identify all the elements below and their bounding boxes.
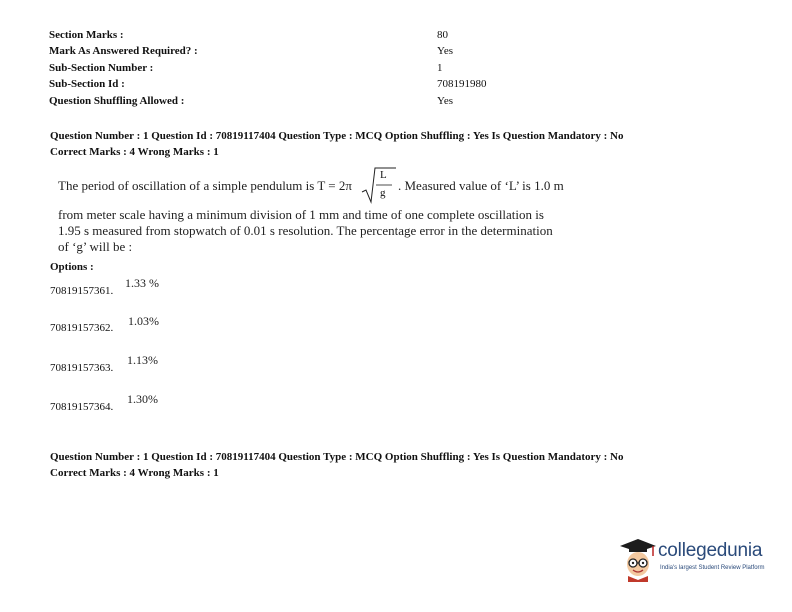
brand-tagline: India's largest Student Review Platform [660,565,765,571]
option-value: 1.13% [127,353,158,367]
section-marks-value: 80 [437,29,448,41]
option-id: 70819157361. [50,285,114,297]
question-text-line3: 1.95 s measured from stopwatch of 0.01 s resolution. The percentage error in the determination [58,223,553,238]
question-shuffling-label: Question Shuffling Allowed : [49,95,185,107]
option-value: 1.03% [128,314,159,328]
fraction-denominator: g [380,187,386,199]
question-text-part2: . Measured value of ‘L’ is 1.0 m [398,178,564,193]
sub-section-id-label: Sub-Section Id : [49,78,125,90]
option-id: 70819157362. [50,322,114,334]
question-shuffling-value: Yes [437,95,454,107]
question-text-line2: from meter scale having a minimum division of 1 mm and time of one complete oscillation is [58,207,544,222]
option-id: 70819157364. [50,401,114,413]
section-marks-label: Section Marks : [49,29,124,41]
fraction-numerator: L [380,169,387,181]
sqrt-fraction [360,166,400,204]
options-label: Options : [50,261,94,273]
sub-section-number-label: Sub-Section Number : [49,62,154,74]
brand-name: collegedunia [658,540,763,561]
sub-section-id-value: 708191980 [437,78,487,90]
mark-answered-value: Yes [437,45,454,57]
question-header: Question Number : 1 Question Id : 70819117404 Question Type : MCQ Option Shuffling : Yes Is Question Mandatory : No [50,130,624,142]
question-text-line4: of ‘g’ will be : [58,239,133,254]
collegedunia-logo [618,536,768,582]
marks-header: Correct Marks : 4 Wrong Marks : 1 [50,467,219,479]
question-text-part1: The period of oscillation of a simple pendulum is T = 2π [58,178,352,193]
graduate-mascot-icon [618,536,658,582]
option-value: 1.33 % [125,276,159,290]
sub-section-number-value: 1 [437,62,443,74]
option-id: 70819157363. [50,362,114,374]
question-header: Question Number : 1 Question Id : 70819117404 Question Type : MCQ Option Shuffling : Yes Is Question Mandatory : No [50,451,624,463]
mark-answered-label: Mark As Answered Required? : [49,45,198,57]
option-value: 1.30% [127,392,158,406]
marks-header: Correct Marks : 4 Wrong Marks : 1 [50,146,219,158]
